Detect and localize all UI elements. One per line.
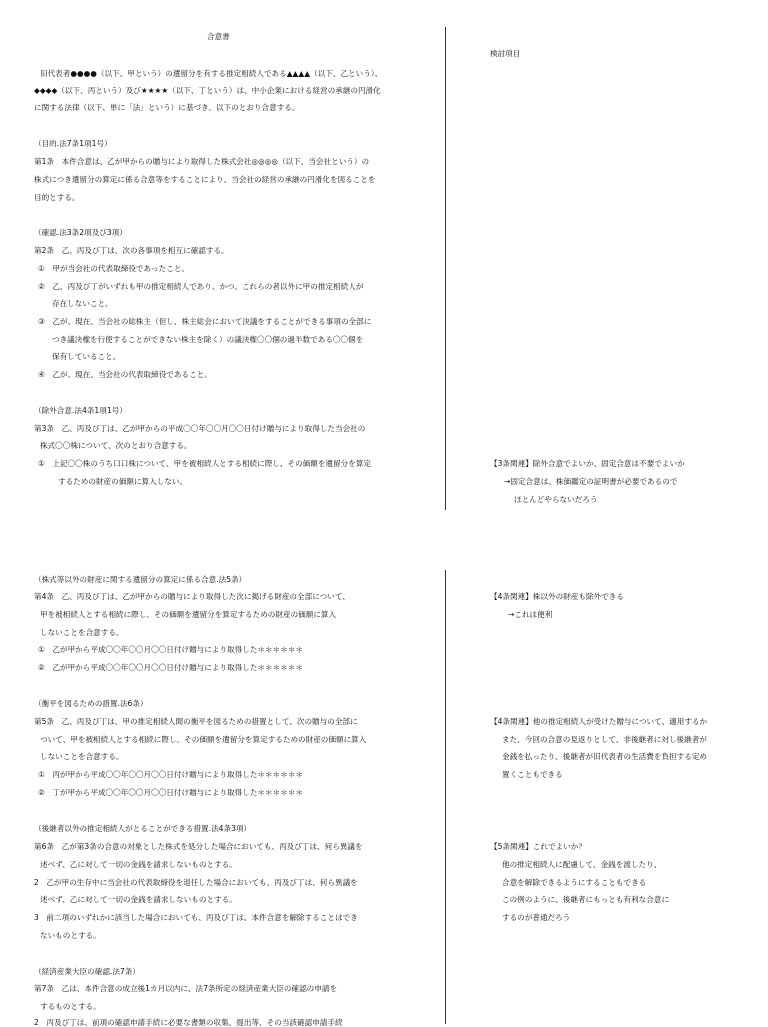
- article-line: しないことを合意する。: [40, 752, 124, 761]
- article-line: するための財産の価額に算入しない。: [58, 477, 188, 486]
- review-note-line: 金銭を払ったり、後継者が旧代表者の生活費を負担する定め: [502, 752, 708, 761]
- article-heading: （経済産業大臣の確認.法7条）: [34, 967, 140, 976]
- article-line: 株式〇〇株について、次のとおり合意する。: [40, 441, 192, 450]
- article-line: 保有していること。: [52, 352, 121, 361]
- article-line: ③ 乙が、現在、当会社の総株主（但し、株主総会において決議をすることができる事項の全部に: [38, 317, 372, 326]
- article-line: しないことを合意する。: [40, 628, 124, 637]
- review-note-line: また、今回の合意の見返りとして、非後継者に対し後継者が: [502, 735, 707, 744]
- article-line: 第5条 乙、丙及び丁は、甲の推定相続人間の衡平を図るための措置として、次の贈与の全部に: [34, 717, 358, 726]
- review-note-line: この例のように、後継者にもっとも有利な合意に: [502, 895, 670, 904]
- review-note-line: 【5条関連】これでよいか？: [490, 842, 586, 851]
- page2-column-divider: [445, 570, 446, 1024]
- review-heading: 検討項目: [490, 49, 521, 58]
- article-heading: （株式等以外の財産に関する遺留分の算定に係る合意.法5条）: [34, 575, 247, 584]
- article-heading: （衡平を図るための措置.法6条）: [34, 699, 148, 708]
- article-line: するものとする。: [40, 1002, 101, 1011]
- preamble-line: 旧代表者●●●●（以下、甲という）の遺留分を有する推定相続人である▲▲▲▲（以下、乙という）、: [40, 69, 383, 78]
- article-line: ② 丁が甲から平成〇〇年〇〇月〇〇日付け贈与により取得した＊＊＊＊＊＊: [38, 788, 303, 797]
- review-note-line: 合意を解除できるようにすることもできる: [502, 878, 647, 887]
- review-note-line: →これは便利: [508, 610, 553, 619]
- review-note-line: 他の推定相続人に配慮して、金銭を渡したり、: [502, 860, 662, 869]
- article-line: 第1条 本件合意は、乙が甲からの贈与により取得した株式会社◎◎◎◎（以下、当会社という）の: [34, 157, 370, 166]
- review-note-line: →固定合意は、株価鑑定の証明書が必要であるので: [504, 477, 678, 486]
- article-heading: （後継者以外の推定相続人がとることができる措置.法4条3項）: [34, 824, 252, 833]
- article-line: 株式につき遺留分の算定に係る合意等をすることにより、当会社の経営の承継の円滑化を図ることを: [34, 175, 376, 184]
- preamble-line: ◆◆◆◆（以下、丙という）及び★★★★（以下、丁という）は、中小企業における経営の承継の円滑化: [34, 86, 381, 95]
- review-note-line: 【3条関連】除外合意でよいか、固定合意は不要でよいか: [490, 459, 685, 468]
- article-line: 第4条 乙、丙及び丁は、乙が甲からの贈与により取得した次に掲げる財産の全部について、: [34, 592, 350, 601]
- article-line: ① 上記〇〇株のうち口口株について、甲を被相続人とする相続に際し、その価額を遺留分を算定: [38, 459, 372, 468]
- article-line: 第3条 乙、丙及び丁は、乙が甲からの平成〇〇年〇〇月〇〇日付け贈与により取得した当会社の: [34, 424, 366, 433]
- review-note-line: 【4条関連】他の推定相続人が受けた贈与について、適用するか: [490, 717, 708, 726]
- article-line: 2 乙が甲の生存中に当会社の代表取締役を退任した場合においても、丙及び丁は、何ら異議を: [34, 878, 358, 887]
- review-note-line: ほとんどやらないだろう: [514, 495, 598, 504]
- article-line: 甲を被相続人とする相続に際し、その価額を遺留分を算定するための財産の価額に算入: [40, 610, 337, 619]
- article-line: 3 前二項のいずれかに該当した場合においても、丙及び丁は、本件合意を解除することはでき: [34, 913, 358, 922]
- article-line: 第7条 乙は、本件合意の成立後1カ月以内に、法7条所定の経済産業大臣の確認の申請を: [34, 984, 338, 993]
- article-line: 目的とする。: [34, 193, 80, 202]
- article-line: 存在しないこと。: [52, 299, 113, 308]
- article-line: ① 乙が甲から平成〇〇年〇〇月〇〇日付け贈与により取得した＊＊＊＊＊＊: [38, 645, 303, 654]
- article-line: ② 乙、丙及び丁がいずれも甲の推定相続人であり、かつ、これらの者以外に甲の推定相続人が: [38, 282, 364, 291]
- preamble-line: に関する法律（以下、単に「法」という）に基づき、以下のとおり合意する。: [34, 103, 300, 112]
- article-line: ① 丙が甲から平成〇〇年〇〇月〇〇日付け贈与により取得した＊＊＊＊＊＊: [38, 770, 303, 779]
- review-note-line: 【4条関連】株以外の財産も除外できる: [490, 592, 624, 601]
- article-line: つき議決権を行使することができない株主を除く）の議決権〇〇個の過半数である〇〇個を: [52, 335, 364, 344]
- article-heading: （確認.法3条2項及び3項）: [34, 228, 127, 237]
- article-line: 2 丙及び丁は、前項の確認申請手続に必要な書類の収集、提出等、その当該確認申請手続: [34, 1018, 343, 1027]
- review-note-line: 置くこともできる: [502, 770, 563, 779]
- article-heading: （除外合意.法4条1項1号）: [34, 406, 127, 415]
- article-line: 述べず、乙に対して一切の金銭を請求しないものとする。: [40, 860, 237, 869]
- review-note-line: するのが普通だろう: [502, 913, 571, 922]
- article-line: 第2条 乙、丙及び丁は、次の各事項を相互に確認する。: [34, 246, 229, 255]
- page1-column-divider: [445, 27, 446, 510]
- article-heading: （目的.法7条1項1号）: [34, 139, 112, 148]
- article-line: ないものとする。: [40, 931, 101, 940]
- article-line: 第6条 乙が第3条の合意の対象とした株式を処分した場合においても、丙及び丁は、何ら異議を: [34, 842, 363, 851]
- article-line: ② 乙が甲から平成〇〇年〇〇月〇〇日付け贈与により取得した＊＊＊＊＊＊: [38, 663, 303, 672]
- document-title: 合意書: [207, 32, 230, 41]
- article-line: ① 甲が当会社の代表取締役であったこと。: [38, 264, 190, 273]
- article-line: 述べず、乙に対して一切の金銭を請求しないものとする。: [40, 895, 237, 904]
- article-line: ④ 乙が、現在、当会社の代表取締役であること。: [38, 370, 212, 379]
- article-line: ついて、甲を被相続人とする相続に際し、その価額を遺留分を算定するための財産の価額に算入: [40, 735, 367, 744]
